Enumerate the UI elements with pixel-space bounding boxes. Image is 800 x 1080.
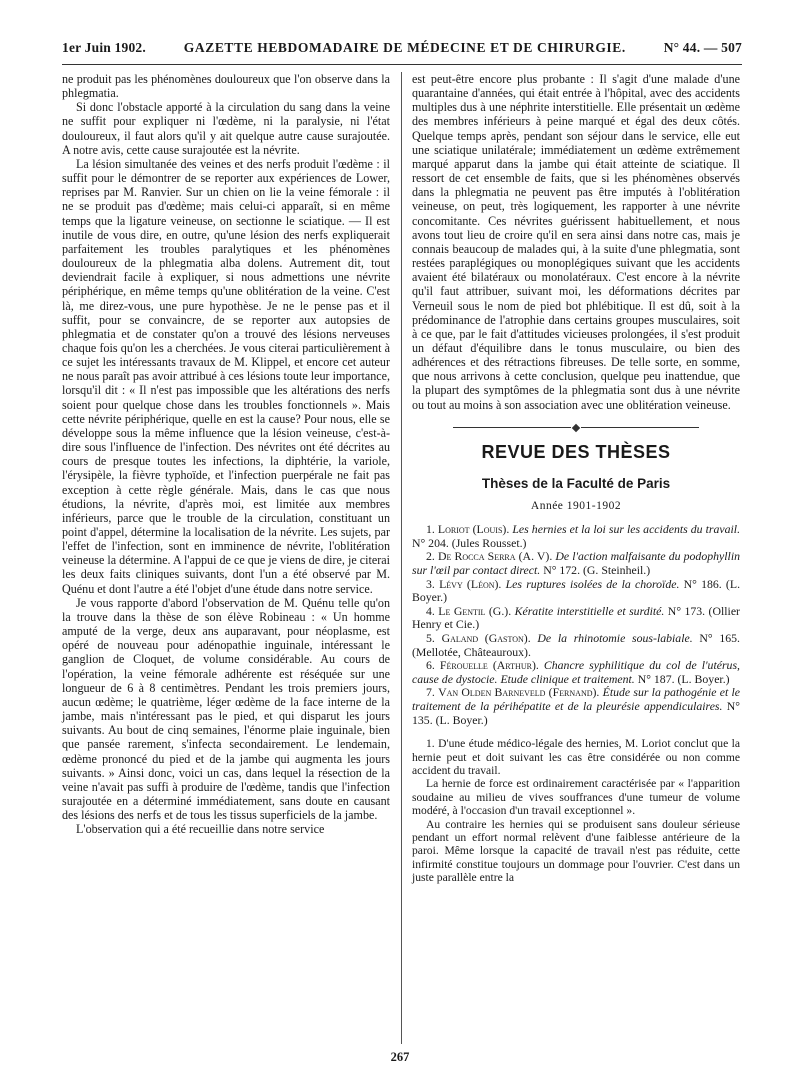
thesis-entry: [412, 605, 740, 632]
thesis-author: Van Olden Barneveld (Fernand).: [438, 685, 600, 700]
thesis-title: Kératite interstitielle et surdité.: [514, 603, 665, 618]
running-header: [62, 40, 742, 62]
thesis-title: Les ruptures isolées de la choroïde.: [505, 576, 680, 591]
paragraph: L'observation qui a été recueillie dans notre service: [76, 822, 325, 837]
thesis-review: [412, 737, 740, 884]
academic-year: Année 1901-1902: [530, 500, 622, 513]
paragraph: ne produit pas les phénomènes douloureux que l'on observe dans la phlegmatia.: [62, 72, 390, 101]
section-ornament: [412, 423, 740, 433]
section-title: REVUE DES THÈSES: [481, 441, 671, 462]
thesis-title: Étude sur la pathogénie et le traitement de la périhépatite et de la pleurésie appendiculaires.: [412, 685, 740, 713]
thesis-publisher: N° 173. (Ollier Henry et Cie.): [412, 603, 740, 632]
thesis-author: Le Gentil (G.).: [438, 603, 512, 618]
paragraph: est peut-être encore plus probante : Il s'agit d'une malade d'une quarantaine d'années, qui était entrée à l'hôpital, avec des accidents multiples dus à une néphrite interstitielle. Elle présentait un œdème des membres inférieurs à peine marqué et égal des deux côtés. Quelque temps après, pendant son séjour dans le service, elle eut une sciatique unilatérale; immédiatement un œdème extrêmement marqué apparut dans la jambe qui était atteinte de sciatique. Il ressort de cet ensemble de faits, que si les phénomènes observés dans la phlegmatia ne peuvent pas être imputés à l'oblitération veineuse, on peut, très logiquement, les rapporter à une névrite concomitante. Ces névrites guérissent habituellement, et nous avons tout lieu de croire qu'il en sera ainsi dans notre cas, mais je connais beaucoup de malades qui, à la suite d'une phlegmatia, sont restées paraplégiques ou monoplégiques suivant que les accidents avaient été bilatéraux ou monolatéraux. C'est encore à la névrite qu'il faut attribuer, suivant moi, les déformations décrites par Verneuil sous le nom de pied bot phlébitique. Il est dû, soit à la prédominance de l'atrophie dans certains groupes musculaires, soit à ce que, par le fait d'attitudes vicieuses prolongées, il s'est produit un défaut d'équilibre dans le tonus musculaire, ou bien des adhérences et des rétractions fibreuses. De telle sorte, en somme, que nous arrivons à cette conclusion, quelque peu inattendue, que la plupart des symptômes de la phlegmatia sont dus à une névrite ou tout au moins à son association avec une oblitération veineuse.: [412, 72, 740, 412]
thesis-author: Férouelle (Arthur).: [439, 658, 539, 673]
thesis-publisher: N° 187. (L. Boyer.): [637, 671, 730, 686]
ornament-rule-left: [453, 427, 571, 428]
thesis-publisher: N° 204. (Jules Rousset.): [412, 535, 527, 550]
paragraph: La lésion simultanée des veines et des nerfs produit l'œdème : il suffit pour le démontrer de se reporter aux expériences de Lower, reprises par M. Ranvier. Sur un chien on lie la veine fémorale : il ne se produit pas d'œdème; mais celui-ci apparaît, si en même temps que la ligature veineuse, on sectionne le sciatique. — Il est inutile de vous dire, en outre, qu'une lésion des nerfs expliquerait parfaitement les troubles paralytiques et les phénomènes douloureux de la phlegmatia alba dolens. Autrement dit, tout deviendrait facile à expliquer, si nous admettions une névrite périphérique, en même temps qu'une oblitération de la veine. C'est là, me direz-vous, une pure hypothèse. Je ne le pense pas et il suffit, pour se convaincre, de se reporter aux autopsies de phlegmatia et de constater qu'on a trouvé des lésions nerveuses chaque fois qu'on les a cherchées. Je vous citerai particulièrement à ce sujet les intéressants travaux de M. Klippel, et encore cet auteur ne nous paraît pas avoir attribué à ces lésions toute leur importance, lorsqu'il dit : « Il n'est pas impossible que les altérations des nerfs soient pour quelque chose dans les troubles fonctionnels ». Mais cette névrite périphérique, quelle en est la cause? Pour nous, elle se développe sous la même influence que la lésion veineuse, c'est-à-dire sous l'influence de l'infection. Des névrites ont été décrites au cours de presque toutes les infections, la diphtérie, la variole, l'érysipèle, la fièvre typhoïde, et l'infection puerpérale ne fait pas exception à cette règle générale. Mais, dans le cas que nous étudions, la névrite, d'après moi, est limitée aux membres inférieurs, parce que le trouble de la circulation, constituant un point d'appel, détermine la localisation de la névrite. Les sujets, par l'effet de l'infection, sont en imminence de névrite, l'oblitération veineuse la détermine. A l'appui de ce que je viens de dire, je citerai les deux faits cliniques suivants, dont l'un a été observé par M. Quénu et dont l'autre a été l'objet d'une étude dans notre service.: [62, 156, 390, 596]
thesis-author: De Rocca Serra (A. V).: [437, 549, 553, 564]
thesis-number: 6.: [426, 658, 435, 673]
thesis-author: Loriot (Louis).: [437, 522, 510, 537]
thesis-number: 5.: [426, 630, 435, 645]
right-column: [412, 72, 740, 885]
diamond-icon: [572, 424, 580, 432]
thesis-entry: [412, 523, 740, 550]
paragraph: Si donc l'obstacle apporté à la circulation du sang dans la veine ne suffit pour expliquer ni l'œdème, ni la paralysie, ni l'état douloureux, il faut alors qu'il y ait quelque autre cause surajoutée. A notre avis, cette cause surajoutée est la névrite.: [62, 100, 390, 157]
column-divider: [401, 72, 402, 1044]
ornament-rule-right: [581, 427, 699, 428]
thesis-publisher: N° 165. (Mellotée, Châteauroux).: [412, 630, 740, 659]
thesis-title: De la rhinotomie sous-labiale.: [537, 630, 693, 645]
thesis-publisher: N° 186. (L. Boyer.): [412, 576, 741, 605]
thesis-author: Lévy (Léon).: [439, 576, 502, 591]
thesis-number: 2.: [426, 549, 435, 564]
thesis-entry: [412, 578, 740, 605]
thesis-number: 1.: [426, 522, 435, 537]
thesis-entry: [412, 632, 740, 659]
thesis-entry: [412, 550, 740, 577]
header-date: 1er Juin 1902.: [62, 40, 146, 55]
thesis-title: Les hernies et la loi sur les accidents du travail.: [512, 522, 741, 537]
thesis-number: 4.: [426, 603, 435, 618]
thesis-title: Chancre syphilitique du col de l'utérus, cause de dystocie. Etude clinique et traitement.: [412, 658, 740, 686]
thesis-publisher: N° 135. (L. Boyer.): [412, 698, 740, 727]
issue-page-number: N° 44. — 507: [663, 40, 742, 55]
paragraph: La hernie de force est ordinairement caractérisée par « l'apparition soudaine au milieu de vives souffrances d'une tumeur de volume modéré, à l'occasion d'un travail exceptionnel ».: [412, 777, 740, 818]
paragraph: Au contraire les hernies qui se produisent sans douleur sérieuse pendant un effort normal relèvent d'une faiblesse antérieure de la paroi. Même lorsque la capacité de travail n'est pas réduite, cette infirmité constitue toujours un dommage pour l'ouvrier. C'est dans un juste parallèle entre la: [412, 817, 740, 885]
thesis-number: 3.: [426, 576, 435, 591]
paragraph: Je vous rapporte d'abord l'observation de M. Quénu telle qu'on la trouve dans la thèse de son élève Robineau : « Un homme amputé de la verge, deux ans auparavant, pour néoplasme, est opéré de nouveau pour adénopathie inguinale, intéressant le ganglion de Cloquet, de volume considérable. Au cours de l'opération, la veine fémorale adhérente est réséquée sur une longueur de 6 à 8 centimètres. Pendant les trois premiers jours, aucun œdème; le quatrième, léger œdème de la face interne de la jambe, mais n'intéressant pas le pied, et qui disparut les jours suivants. Au bout de cinq semaines, l'énorme plaie inguinale, bien que pansée rarement, s'infecta secondairement. Le lendemain, œdème prononcé du pied et de la jambe qui augmenta les jours suivants. » Ainsi donc, voici un cas, dans lequel la résection de la veine n'avait pas suffi à produire de l'œdème, tandis que l'infection surajoutée en a déterminé immédiatement, sans doute en causant des lésions des nerfs et de tous les tissus superficiels de la jambe.: [62, 595, 390, 823]
thesis-title: De l'action malfaisante du podophyllin sur l'œil par contact direct.: [412, 549, 740, 577]
thesis-publisher: N° 172. (G. Steinheil.): [543, 563, 651, 577]
thesis-entry: [412, 659, 740, 686]
thesis-number: 7.: [426, 685, 435, 700]
subsection-title: Thèses de la Faculté de Paris: [481, 475, 671, 491]
paragraph: 1. D'une étude médico-légale des hernies, M. Loriot conclut que la hernie peut et doit suivant les cas être considérée ou non comme accident du travail.: [412, 737, 740, 777]
thesis-list: [412, 523, 740, 727]
page-folio: 267: [390, 1050, 410, 1064]
header-rule: [62, 64, 742, 65]
journal-title: GAZETTE HEBDOMADAIRE DE MÉDECINE ET DE CHIRURGIE.: [183, 40, 626, 55]
thesis-author: Galand (Gaston).: [441, 630, 531, 645]
thesis-entry: [412, 686, 740, 727]
left-column: [62, 72, 390, 836]
